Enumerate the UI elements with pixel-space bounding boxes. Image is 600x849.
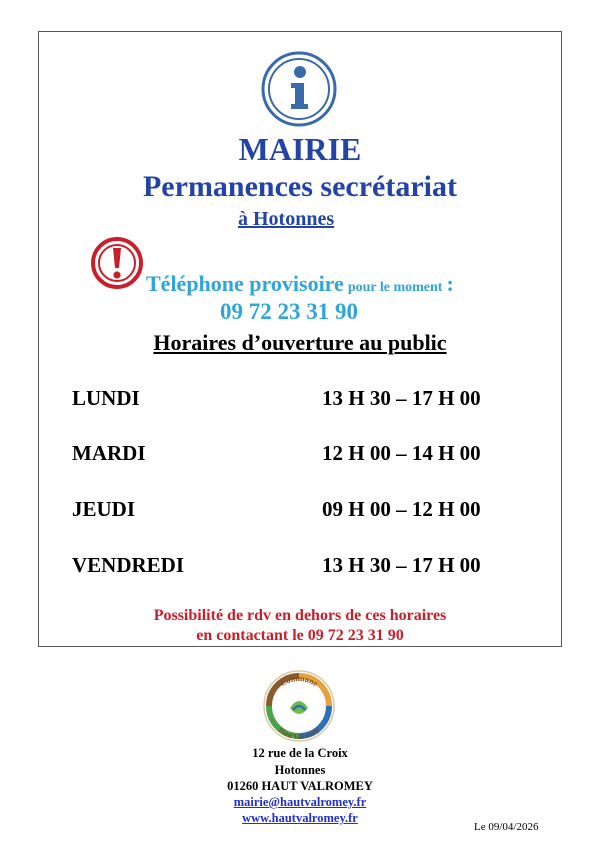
- logo-text-bottom: Haut Valromey: [277, 725, 321, 742]
- hours-time: 12 H 00 – 14 H 00: [322, 441, 481, 465]
- document-date: Le 09/04/2026: [474, 821, 539, 833]
- phone-label-colon: :: [446, 271, 454, 296]
- hours-day: VENDREDI: [72, 553, 185, 577]
- hours-day: LUNDI: [72, 386, 140, 410]
- address-town: Hotonnes: [274, 763, 326, 777]
- commune-logo: [260, 668, 338, 744]
- phone-number: 09 72 23 31 90: [220, 299, 358, 324]
- phone-label-text: Téléphone provisoire: [146, 271, 344, 296]
- address-street: 12 rue de la Croix: [252, 746, 348, 760]
- appointment-note-contact: en contactant le 09 72 23 31 90: [196, 627, 404, 644]
- page-title: MAIRIE: [238, 131, 362, 167]
- hours-title: Horaires d’ouverture au public: [153, 330, 447, 355]
- hours-time: 13 H 30 – 17 H 00: [322, 386, 481, 410]
- phone-label-note: pour le moment: [347, 280, 443, 295]
- page-subtitle: Permanences secrétariat: [142, 170, 457, 203]
- hours-time: 13 H 30 – 17 H 00: [322, 553, 481, 577]
- appointment-note: Possibilité de rdv en dehors de ces horaires: [153, 607, 447, 624]
- location-label: à Hotonnes: [238, 208, 335, 230]
- logo-text-top: Commune: [278, 673, 320, 689]
- hours-day: MARDI: [72, 441, 146, 465]
- info-icon: [260, 50, 338, 128]
- email-link[interactable]: mairie@hautvalromey.fr: [233, 795, 367, 809]
- address-postal: 01260 HAUT VALROMEY: [227, 779, 373, 793]
- phone-label: [146, 271, 454, 297]
- hours-time: 09 H 00 – 12 H 00: [322, 497, 481, 521]
- exclamation-icon: [90, 236, 144, 290]
- hours-day: JEUDI: [72, 497, 136, 521]
- website-link[interactable]: www.hautvalromey.fr: [242, 811, 358, 825]
